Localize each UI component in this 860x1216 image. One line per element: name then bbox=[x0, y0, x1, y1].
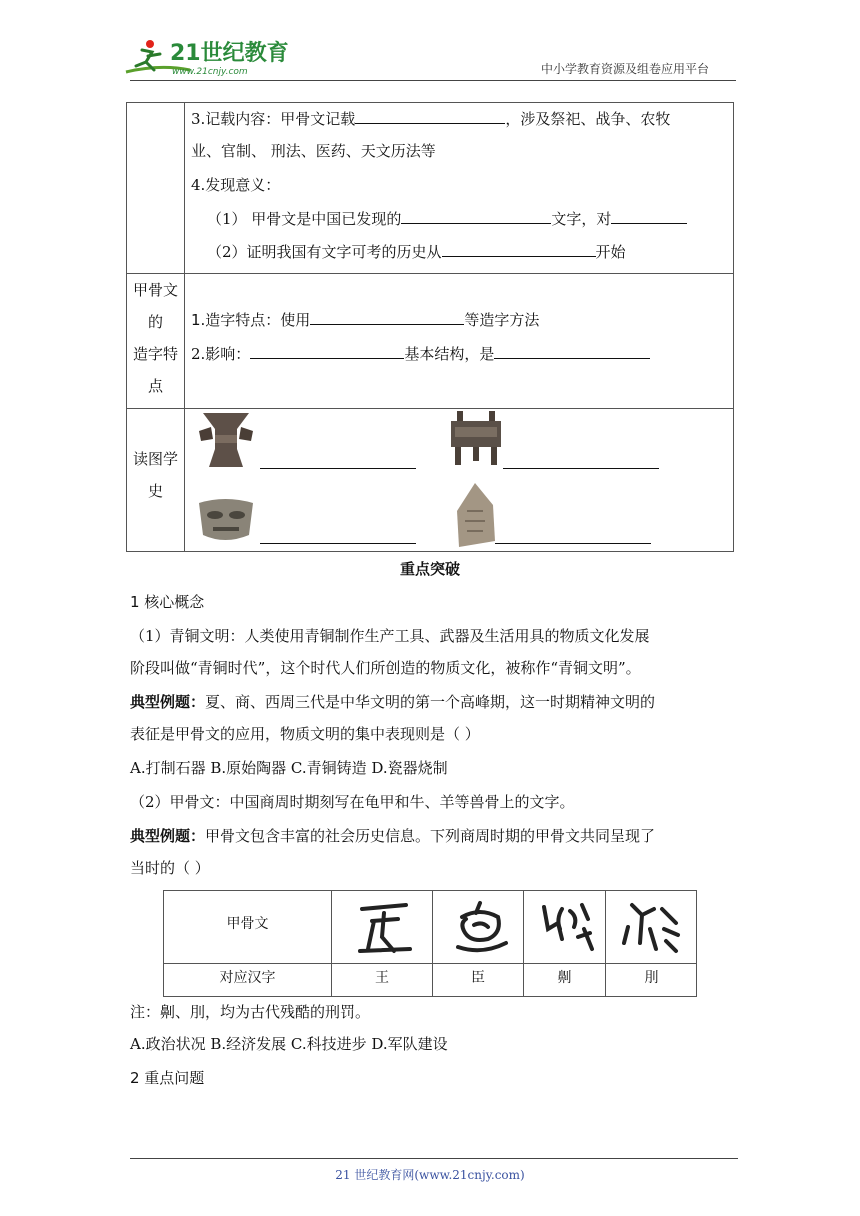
example-1-line2: 表征是甲骨文的应用，物质文明的集中表现则是（ ） bbox=[130, 725, 480, 743]
core-heading: 1 核心概念 bbox=[130, 593, 205, 611]
char-yue: 刖 bbox=[644, 970, 659, 986]
feature-line-2: 2.影响： 基本结构，是 bbox=[191, 344, 650, 364]
record-content-line: 3.记载内容：甲骨文记载 ，涉及祭祀、战争、农牧 bbox=[191, 110, 671, 128]
key-issues-heading: 2 重点问题 bbox=[130, 1069, 205, 1087]
bronze-civilization-para-2: 阶段叫做“青铜时代”，这个时代人们所创造的物质文化，被称作“青铜文明”。 bbox=[130, 659, 641, 677]
bronze-ding-image bbox=[447, 409, 505, 467]
row-label-features: 甲骨文 的 造字特 点 bbox=[132, 281, 178, 395]
answer-blank-zun bbox=[260, 468, 416, 469]
oracle-row-label: 甲骨文 bbox=[226, 916, 269, 932]
oracle-character-table bbox=[163, 890, 697, 997]
oracle-bone-para: （2）甲骨文：中国商周时期刻写在龟甲和牛、羊等兽骨上的文字。 bbox=[130, 793, 575, 811]
table-note: 注：劓、刖，均为古代残酷的刑罚。 bbox=[130, 1003, 371, 1021]
answer-blank-oracle bbox=[495, 543, 651, 544]
section-title: 重点突破 bbox=[399, 560, 460, 578]
corresponding-char-label: 对应汉字 bbox=[219, 970, 276, 986]
example-1-options: A.打制石器 B.原始陶器 C.青铜铸造 D.瓷器烧制 bbox=[130, 759, 448, 777]
oracle-glyph-wang bbox=[354, 899, 414, 957]
example-2: 典型例题：甲骨文包含丰富的社会历史信息。下列商周时期的甲骨文共同呈现了 bbox=[130, 827, 656, 845]
significance-item-2: （2）证明我国有文字可考的历史从 开始 bbox=[207, 243, 626, 261]
example-2-line2: 当时的（ ） bbox=[130, 859, 210, 877]
example-1: 典型例题：夏、商、西周三代是中华文明的第一个高峰期，这一时期精神文明的 bbox=[130, 693, 656, 711]
platform-name: 中小学教育资源及组卷应用平台 bbox=[541, 62, 710, 76]
knowledge-table bbox=[126, 102, 734, 552]
header-divider bbox=[130, 80, 736, 81]
logo-text: 21世纪教育 bbox=[170, 41, 289, 66]
footer-link[interactable]: 21 世纪教育网(www.21cnjy.com) bbox=[335, 1168, 525, 1182]
oracle-bone-image bbox=[453, 481, 499, 549]
significance-item-1: （1） 甲骨文是中国已发现的 文字，对 bbox=[207, 209, 687, 229]
char-chen: 臣 bbox=[471, 970, 485, 986]
feature-line-1: 1.造字特点：使用 等造字方法 bbox=[191, 311, 540, 329]
oracle-glyph-yue bbox=[620, 899, 684, 957]
bronze-zun-image bbox=[197, 409, 255, 471]
char-wang: 王 bbox=[375, 970, 389, 986]
site-logo bbox=[120, 34, 290, 80]
oracle-glyph-chen bbox=[452, 899, 510, 957]
oracle-glyph-yi bbox=[538, 899, 596, 957]
answer-blank-ding bbox=[503, 468, 659, 469]
bronze-mask-image bbox=[195, 495, 257, 545]
record-content-line2: 业、官制、 刑法、医药、天文历法等 bbox=[191, 142, 436, 160]
example-2-options: A.政治状况 B.经济发展 C.科技进步 D.军队建设 bbox=[130, 1035, 448, 1053]
significance-heading: 4.发现意义： bbox=[191, 176, 281, 194]
row-label-reading: 读图学 史 bbox=[132, 450, 178, 500]
answer-blank-mask bbox=[260, 543, 416, 544]
char-yi: 劓 bbox=[557, 970, 572, 986]
bronze-civilization-para: （1）青铜文明：人类使用青铜制作生产工具、武器及生活用具的物质文化发展 bbox=[130, 627, 650, 645]
logo-url: www.21cnjy.com bbox=[172, 67, 248, 77]
footer-divider bbox=[130, 1158, 738, 1159]
